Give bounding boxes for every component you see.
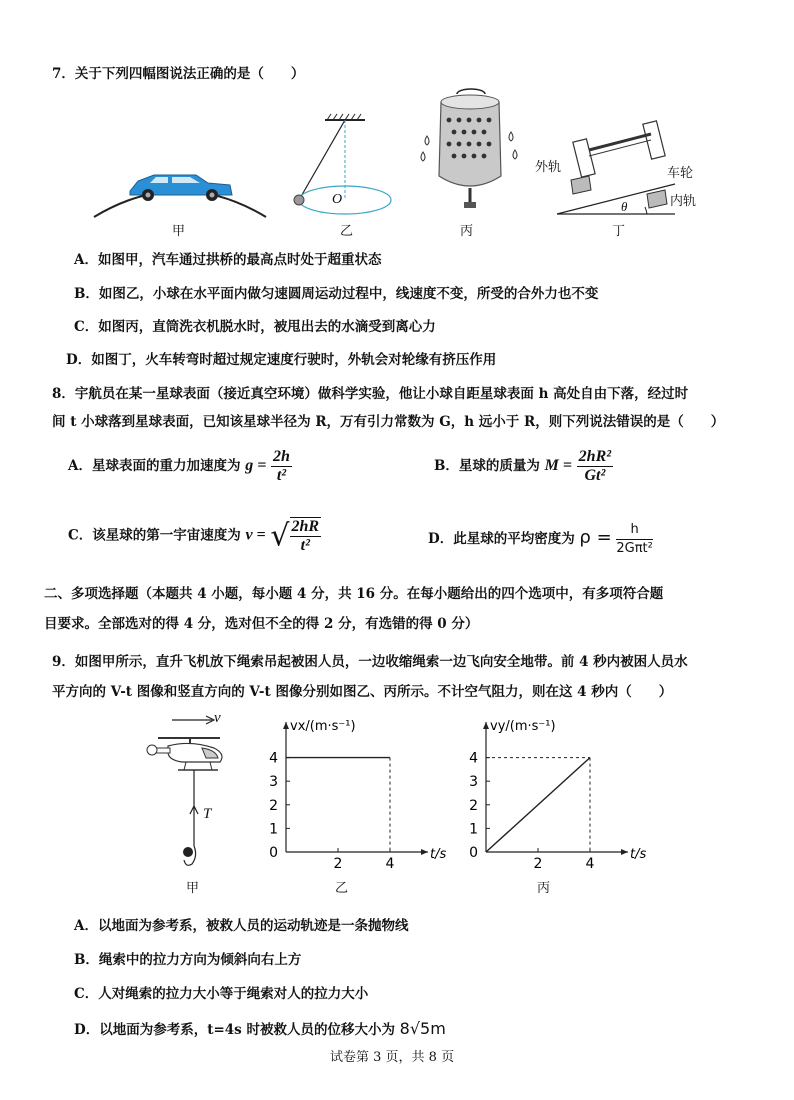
q7-label-outer-rail: 外轨 <box>535 160 562 175</box>
q7-pendulum-center-label: O <box>332 192 343 207</box>
q9-label-v: v <box>214 710 221 726</box>
q7-option-a[interactable]: A．如图甲，汽车通过拱桥的最高点时处于超重状态 <box>74 252 382 268</box>
helicopter-icon <box>147 738 222 770</box>
person-icon <box>183 846 196 865</box>
chart-bing-x-arrow <box>621 849 628 855</box>
q8-option-a-den: t² <box>276 467 287 484</box>
q9-figure-jia <box>140 714 240 874</box>
q8-option-d-den: 2Gπt² <box>616 541 653 556</box>
car-icon <box>130 175 232 201</box>
q9-option-c[interactable]: C．人对绳索的拉力大小等于绳索对人的拉力大小 <box>74 986 369 1002</box>
chart-bing-ytick-label: 3 <box>469 774 478 791</box>
q7-option-d[interactable]: D．如图丁，火车转弯时超过规定速度行驶时，外轨会对轮缘有挤压作用 <box>66 352 497 368</box>
q8-option-c-lhs: v = <box>245 526 266 544</box>
q9-chart-yi <box>262 714 462 874</box>
q7-stem: 7．关于下列四幅图说法正确的是（ ） <box>52 66 305 82</box>
q9-chart-bing <box>462 714 662 874</box>
q8-option-c-fraction <box>290 517 322 555</box>
q8-option-a-lhs: g = <box>245 457 267 474</box>
q8-option-d[interactable] <box>428 521 653 558</box>
chart-yi-x-arrow <box>421 849 428 855</box>
chart-bing-y-arrow <box>483 722 489 729</box>
q8-option-b-num: 2hR² <box>578 448 612 465</box>
chart-bing-series-line <box>486 758 590 852</box>
q8-option-d-fraction <box>616 521 652 558</box>
chart-yi-xtick-label: 2 <box>333 856 343 872</box>
chart-yi-ylabel: vx/(m·s⁻¹) <box>290 719 356 734</box>
chart-yi-xtick-label: 4 <box>385 856 395 872</box>
q8-option-c-text: C．该星球的第一宇宙速度为 <box>68 527 241 544</box>
q7-label-theta: θ <box>621 199 628 214</box>
q7-caption-yi: 乙 <box>340 224 354 239</box>
q7-figure-bing <box>415 84 525 219</box>
q7-caption-jia: 甲 <box>172 224 186 239</box>
chart-bing-xlabel: t/s <box>630 847 647 862</box>
section2-header-line1: 二、多项选择题（本题共 4 小题，每小题 4 分，共 16 分。在每小题给出的四个选项中，有多项符合题 <box>44 586 664 602</box>
q8-option-b-text: B．星球的质量为 <box>434 458 540 474</box>
chart-yi-ytick-label: 4 <box>269 750 278 767</box>
q7-caption-ding: 丁 <box>612 224 626 239</box>
sqrt-icon: √ <box>270 518 290 554</box>
chart-bing-xtick-label: 2 <box>533 856 543 872</box>
q9-option-d-value: 8√5m <box>399 1019 446 1038</box>
q9-option-b[interactable]: B．绳索中的拉力方向为倾斜向右上方 <box>74 952 302 968</box>
page-footer: 试卷第 3 页，共 8 页 <box>330 1050 455 1065</box>
q8-option-a-num: 2h <box>273 448 290 465</box>
q7-option-b[interactable]: B．如图乙，小球在水平面内做匀速圆周运动过程中，线速度不变，所受的合外力也不变 <box>74 286 599 302</box>
chart-yi-y-arrow <box>283 722 289 729</box>
q8-option-c-den: t² <box>300 537 310 554</box>
q7-label-wheel: 车轮 <box>667 166 694 181</box>
q9-stem-line1: 9．如图甲所示，直升飞机放下绳索吊起被困人员，一边收缩绳索一边飞向安全地带。前 4 秒内被困人员水 <box>52 654 688 670</box>
q7-label-inner-rail: 内轨 <box>670 194 697 209</box>
q7-option-c[interactable]: C．如图丙，直筒洗衣机脱水时，被甩出去的水滴受到离心力 <box>74 319 436 335</box>
q8-option-a-text: A．星球表面的重力加速度为 <box>68 458 241 474</box>
q9-option-d-text: D．以地面为参考系，t=4s 时被救人员的位移大小为 <box>74 1022 395 1038</box>
section2-header-line2: 目要求。全部选对的得 4 分，选对但不全的得 2 分，有选错的得 0 分） <box>44 616 479 632</box>
q8-option-b-lhs: M = <box>544 457 572 474</box>
q8-option-d-text: D．此星球的平均密度为 <box>428 531 575 547</box>
chart-bing-ytick-label: 1 <box>469 821 478 838</box>
q9-option-a[interactable]: A．以地面为参考系，被救人员的运动轨迹是一条抛物线 <box>74 918 409 934</box>
chart-bing-xtick-label: 4 <box>585 856 595 872</box>
q8-option-c[interactable] <box>68 517 321 555</box>
chart-yi-ytick-label: 0 <box>269 845 278 861</box>
q9-stem-line2: 平方向的 V-t 图像和竖直方向的 V-t 图像分别如图乙、丙所示。不计空气阻力，则在这 4 秒内（ ） <box>52 684 673 700</box>
q7-figure-ding <box>555 118 685 218</box>
q8-option-b-fraction <box>577 448 613 485</box>
q8-option-c-num: 2hR <box>291 518 320 535</box>
q9-label-T: T <box>203 806 212 822</box>
chart-yi-ytick-label: 3 <box>269 774 278 791</box>
q9-caption-yi: 乙 <box>335 881 349 896</box>
chart-bing-ytick-label: 2 <box>469 797 478 814</box>
q8-stem-line2: 间 t 小球落到星球表面，已知该星球半径为 R，万有引力常数为 G，h 远小于 R，则下列说法错误的是（ ） <box>52 414 725 430</box>
q9-option-d[interactable] <box>74 1018 446 1038</box>
q8-option-a[interactable] <box>68 448 292 485</box>
chart-bing-ytick-label: 4 <box>469 750 478 767</box>
q7-figure-yi <box>285 112 405 222</box>
chart-yi-xlabel: t/s <box>430 847 447 862</box>
q8-option-b[interactable] <box>434 448 613 485</box>
chart-yi-ytick-label: 1 <box>269 821 278 838</box>
q8-option-d-lhs: ρ = <box>579 527 612 548</box>
q8-option-b-den: Gt² <box>584 467 606 484</box>
chart-bing-ytick-label: 0 <box>469 845 478 861</box>
q8-option-a-fraction <box>271 448 292 485</box>
q9-caption-bing: 丙 <box>537 881 551 896</box>
q7-caption-bing: 丙 <box>460 224 474 239</box>
q8-option-d-num: h <box>616 521 652 540</box>
q7-figure-jia <box>90 155 270 220</box>
chart-yi-ytick-label: 2 <box>269 797 278 814</box>
chart-bing-ylabel: vy/(m·s⁻¹) <box>490 719 556 734</box>
q8-stem-line1: 8．宇航员在某一星球表面（接近真空环境）做科学实验，他让小球自距星球表面 h 高处自由下落，经过时 <box>52 386 689 402</box>
q9-caption-jia: 甲 <box>186 881 200 896</box>
